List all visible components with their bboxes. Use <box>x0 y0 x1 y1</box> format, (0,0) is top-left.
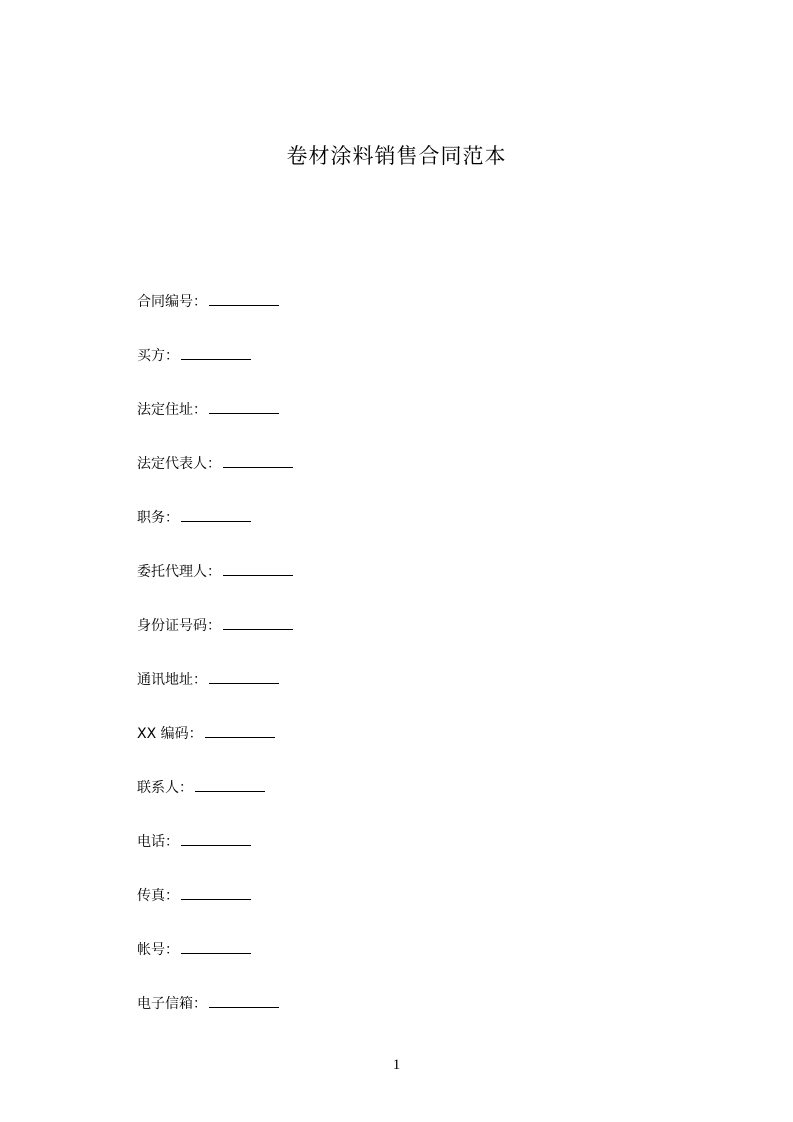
field-legal-address <box>137 398 293 452</box>
fill-in-blank[interactable] <box>181 344 251 360</box>
field-label: XX 编码： <box>137 726 203 742</box>
field-label: 电话： <box>137 834 179 850</box>
contract-fields <box>137 290 293 1046</box>
fill-in-blank[interactable] <box>223 560 293 576</box>
field-contract-number <box>137 290 293 344</box>
fill-in-blank[interactable] <box>209 290 279 306</box>
page-number: 1 <box>392 1057 401 1073</box>
field-legal-representative <box>137 452 293 506</box>
fill-in-blank[interactable] <box>209 668 279 684</box>
field-fax <box>137 884 293 938</box>
field-label: 传真： <box>137 888 179 904</box>
fill-in-blank[interactable] <box>181 938 251 954</box>
field-label: 委托代理人： <box>137 564 221 580</box>
field-label: 联系人： <box>137 780 193 796</box>
field-label: 法定代表人： <box>137 456 221 472</box>
field-id-number <box>137 614 293 668</box>
fill-in-blank[interactable] <box>195 776 265 792</box>
field-label: 职务： <box>137 510 179 526</box>
field-buyer <box>137 344 293 398</box>
fill-in-blank[interactable] <box>223 452 293 468</box>
field-label: 法定住址： <box>137 402 207 418</box>
fill-in-blank[interactable] <box>181 884 251 900</box>
field-phone <box>137 830 293 884</box>
fill-in-blank[interactable] <box>223 614 293 630</box>
fill-in-blank[interactable] <box>205 722 275 738</box>
field-label: 帐号： <box>137 942 179 958</box>
fill-in-blank[interactable] <box>209 992 279 1008</box>
fill-in-blank[interactable] <box>209 398 279 414</box>
fill-in-blank[interactable] <box>181 830 251 846</box>
field-contact-person <box>137 776 293 830</box>
field-email <box>137 992 293 1046</box>
field-position <box>137 506 293 560</box>
field-label: 合同编号： <box>137 294 207 310</box>
field-label: 通讯地址： <box>137 672 207 688</box>
field-account-number <box>137 938 293 992</box>
field-postal-code <box>137 722 293 776</box>
field-label: 电子信箱： <box>137 996 207 1012</box>
field-label: 身份证号码： <box>137 618 221 634</box>
field-label: 买方： <box>137 348 179 364</box>
field-mailing-address <box>137 668 293 722</box>
fill-in-blank[interactable] <box>181 506 251 522</box>
page-title: 卷材涂料销售合同范本 <box>286 144 507 168</box>
field-authorized-agent <box>137 560 293 614</box>
